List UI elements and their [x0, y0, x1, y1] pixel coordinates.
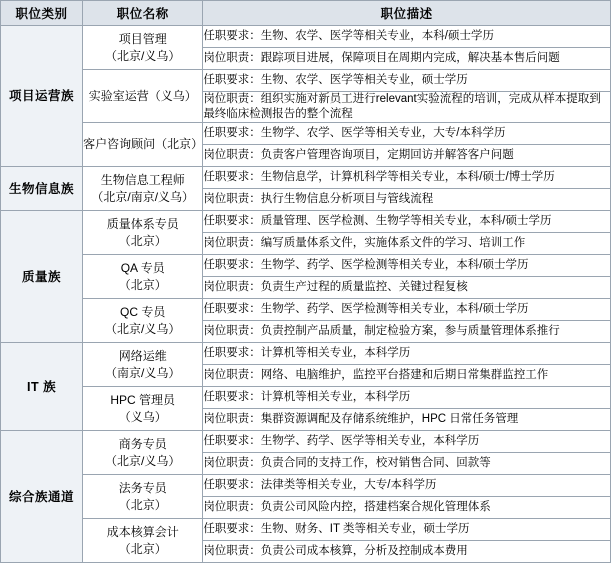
job-title-cell [83, 431, 203, 475]
table-row [1, 431, 611, 453]
job-title-cell [83, 70, 203, 123]
job-title-cell [83, 255, 203, 299]
job-title-main: 生物信息工程师 [100, 172, 185, 187]
job-title-main: QA 专员 [120, 260, 165, 275]
job-title-cell [83, 167, 203, 211]
table-row [1, 343, 611, 365]
job-description-cell: 任职要求：生物学、药学、医学等相关专业，本科学历 [203, 431, 611, 453]
job-title-location: （北京） [118, 233, 167, 248]
job-title-location: （义乌） [118, 409, 167, 424]
job-description-cell: 任职要求：生物、农学、医学等相关专业，本科/硕士学历 [203, 26, 611, 48]
job-description-cell: 任职要求：质量管理、医学检测、生物学等相关专业，本科/硕士学历 [203, 211, 611, 233]
table-row [1, 519, 611, 541]
job-description-cell: 任职要求：计算机等相关专业，本科学历 [203, 343, 611, 365]
header-category: 职位类别 [1, 1, 83, 26]
job-description-cell: 岗位职责：执行生物信息分析项目与管线流程 [203, 189, 611, 211]
job-description-cell: 岗位职责：负责公司成本核算，分析及控制成本费用 [203, 541, 611, 563]
table-row [1, 475, 611, 497]
job-title-main: HPC 管理员 [110, 392, 176, 407]
job-title-main: 商务专员 [118, 436, 167, 451]
job-description-cell: 岗位职责：组织实施对新员工进行relevant实验流程的培训，完成从样本提取到最终临床检测报告的整个流程 [203, 92, 611, 123]
job-title-location: （北京/义乌） [105, 321, 181, 336]
table-row [1, 299, 611, 321]
job-description-cell: 岗位职责：集群资源调配及存储系统维护，HPC 日常任务管理 [203, 409, 611, 431]
job-description-cell: 任职要求：生物学、农学、医学等相关专业，大专/本科学历 [203, 123, 611, 145]
job-title-location: （南京/义乌） [105, 365, 181, 380]
header-job-description: 职位描述 [203, 1, 611, 26]
table-row [1, 26, 611, 48]
table-body [1, 26, 611, 563]
job-title-main: QC 专员 [120, 304, 166, 319]
job-description-cell: 任职要求：生物学、药学、医学检测等相关专业，本科/硕士学历 [203, 255, 611, 277]
job-description-cell: 岗位职责：跟踪项目进展，保障项目在周期内完成，解决基本售后问题 [203, 48, 611, 70]
job-description-cell: 岗位职责：负责控制产品质量，制定检验方案，参与质量管理体系推行 [203, 321, 611, 343]
job-description-cell: 岗位职责：网络、电脑维护，监控平台搭建和后期日常集群监控工作 [203, 365, 611, 387]
table-row [1, 123, 611, 145]
job-title-main: 实验室运营（义乌） [88, 88, 197, 103]
job-title-cell [83, 343, 203, 387]
job-title-location: （北京） [118, 497, 167, 512]
table-header [1, 1, 611, 26]
job-description-cell: 任职要求：法律类等相关专业，大专/本科学历 [203, 475, 611, 497]
job-title-location: （北京） [118, 277, 167, 292]
job-description-cell: 岗位职责：负责公司风险内控，搭建档案合规化管理体系 [203, 497, 611, 519]
job-title-location: （北京/义乌） [105, 453, 181, 468]
job-title-main: 网络运维 [118, 348, 167, 363]
job-title-main: 质量体系专员 [106, 216, 179, 231]
job-title-main: 法务专员 [118, 480, 167, 495]
job-title-location: （北京/义乌） [105, 48, 181, 63]
job-description-cell: 岗位职责：负责生产过程的质量监控、关键过程复核 [203, 277, 611, 299]
job-title-cell [83, 519, 203, 563]
job-title-main: 客户咨询顾问（北京） [83, 137, 204, 151]
table-row [1, 70, 611, 92]
job-title-cell [83, 475, 203, 519]
category-cell: 质量族 [1, 211, 83, 343]
category-cell: 项目运营族 [1, 26, 83, 167]
category-cell: 综合族通道 [1, 431, 83, 563]
job-description-cell: 任职要求：生物、农学、医学等相关专业，硕士学历 [203, 70, 611, 92]
job-description-cell: 任职要求：生物、财务、IT 类等相关专业，硕士学历 [203, 519, 611, 541]
job-title-location: （北京） [118, 541, 167, 556]
table-row [1, 387, 611, 409]
job-title-location: （北京/南京/义乌） [91, 189, 195, 204]
job-title-cell [83, 211, 203, 255]
job-description-cell: 岗位职责：负责合同的支持工作，校对销售合同、回款等 [203, 453, 611, 475]
category-cell: IT 族 [1, 343, 83, 431]
job-title-main: 成本核算会计 [106, 524, 179, 539]
job-description-cell: 任职要求：生物信息学，计算机科学等相关专业，本科/硕士/博士学历 [203, 167, 611, 189]
header-row [1, 1, 611, 26]
job-title-cell [83, 299, 203, 343]
header-job-title: 职位名称 [83, 1, 203, 26]
category-cell: 生物信息族 [1, 167, 83, 211]
job-description-cell: 岗位职责：负责客户管理咨询项目，定期回访并解答客户问题 [203, 145, 611, 167]
job-title-cell [83, 123, 203, 167]
job-title-cell [83, 387, 203, 431]
job-title-cell [83, 26, 203, 70]
table-row [1, 167, 611, 189]
job-description-cell: 任职要求：计算机等相关专业，本科学历 [203, 387, 611, 409]
table-row [1, 255, 611, 277]
job-description-cell: 任职要求：生物学、药学、医学检测等相关专业，本科/硕士学历 [203, 299, 611, 321]
job-description-cell: 岗位职责：编写质量体系文件，实施体系文件的学习、培训工作 [203, 233, 611, 255]
table-row [1, 211, 611, 233]
job-title-main: 项目管理 [118, 31, 167, 46]
